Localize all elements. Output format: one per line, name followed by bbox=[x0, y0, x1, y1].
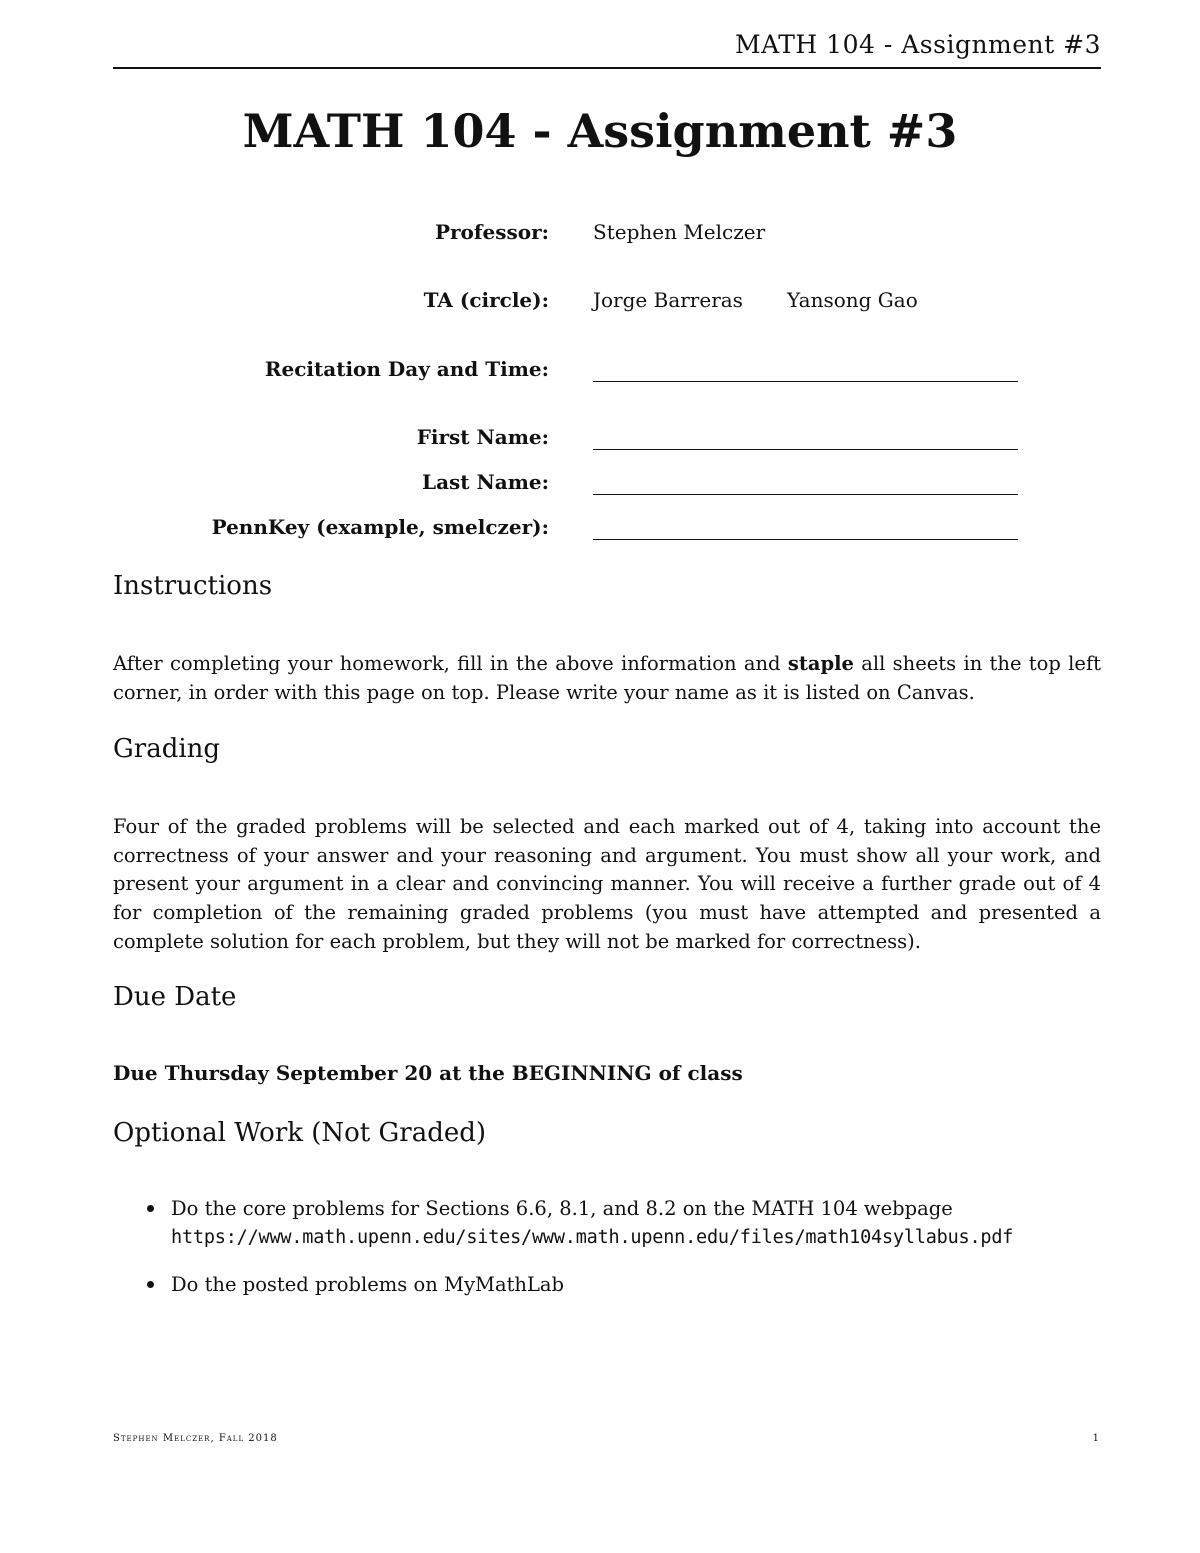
instructions-text-after: all sheets in the top left corner, in order with this page on top. Please write your name as it is listed on Canvas. bbox=[113, 652, 1101, 704]
last-name-row bbox=[0, 470, 1200, 502]
bullet-icon bbox=[147, 1281, 154, 1288]
last-name-label: Last Name: bbox=[422, 470, 549, 494]
due-date-text: Due Thursday September 20 at the BEGINNING of class bbox=[113, 1061, 743, 1085]
instructions-text-bold: staple bbox=[787, 652, 854, 675]
ta-label: TA (circle): bbox=[423, 288, 549, 312]
first-name-label: First Name: bbox=[416, 425, 549, 449]
pennkey-blank bbox=[593, 539, 1018, 540]
pennkey-label: PennKey (example, smelczer): bbox=[211, 515, 549, 539]
first-name-blank bbox=[593, 449, 1018, 450]
running-header: MATH 104 - Assignment #3 bbox=[113, 30, 1101, 69]
optional-work-heading: Optional Work (Not Graded) bbox=[113, 1118, 487, 1148]
professor-value: Stephen Melczer bbox=[593, 220, 766, 244]
grading-paragraph: Four of the graded problems will be selected and each marked out of 4, taking into account the correctness of your answer and your reasoning and argument. You must show all your work, and present your argument in a clear and convincing manner. You will receive a further grade out of 4 for completion of the remaining graded problems (you must have attempted and presented a complete solution for each problem, but they will not be marked for correctness). bbox=[113, 815, 1101, 953]
ta-option-1: Jorge Barreras bbox=[593, 288, 743, 312]
grading-heading: Grading bbox=[113, 734, 221, 764]
syllabus-url: https://www.math.upenn.edu/sites/www.math.upenn.edu/files/math104syllabus.pdf bbox=[171, 1227, 1014, 1248]
recitation-label: Recitation Day and Time: bbox=[264, 357, 549, 381]
optional-item-2-text: Do the posted problems on MyMathLab bbox=[171, 1273, 565, 1296]
ta-row bbox=[0, 288, 1200, 320]
instructions-heading: Instructions bbox=[113, 571, 273, 601]
page-title: MATH 104 - Assignment #3 bbox=[242, 104, 958, 158]
list-item-text bbox=[171, 1194, 1101, 1252]
recitation-blank bbox=[593, 381, 1018, 382]
footer-author: Stephen Melczer, Fall 2018 bbox=[113, 1433, 278, 1444]
ta-option-2: Yansong Gao bbox=[787, 288, 918, 312]
first-name-row bbox=[0, 425, 1200, 457]
instructions-paragraph bbox=[113, 650, 1101, 707]
professor-label: Professor: bbox=[434, 220, 549, 244]
due-date-heading: Due Date bbox=[113, 982, 237, 1012]
last-name-blank bbox=[593, 494, 1018, 495]
pennkey-row bbox=[0, 515, 1200, 547]
footer-page-number: 1 bbox=[1092, 1433, 1099, 1444]
recitation-row bbox=[0, 357, 1200, 389]
professor-row bbox=[0, 220, 1200, 252]
instructions-text-before: After completing your homework, fill in the above information and bbox=[113, 652, 788, 675]
bullet-icon bbox=[147, 1205, 154, 1212]
optional-item-1-text: Do the core problems for Sections 6.6, 8.1, and 8.2 on the MATH 104 webpage bbox=[171, 1197, 953, 1220]
